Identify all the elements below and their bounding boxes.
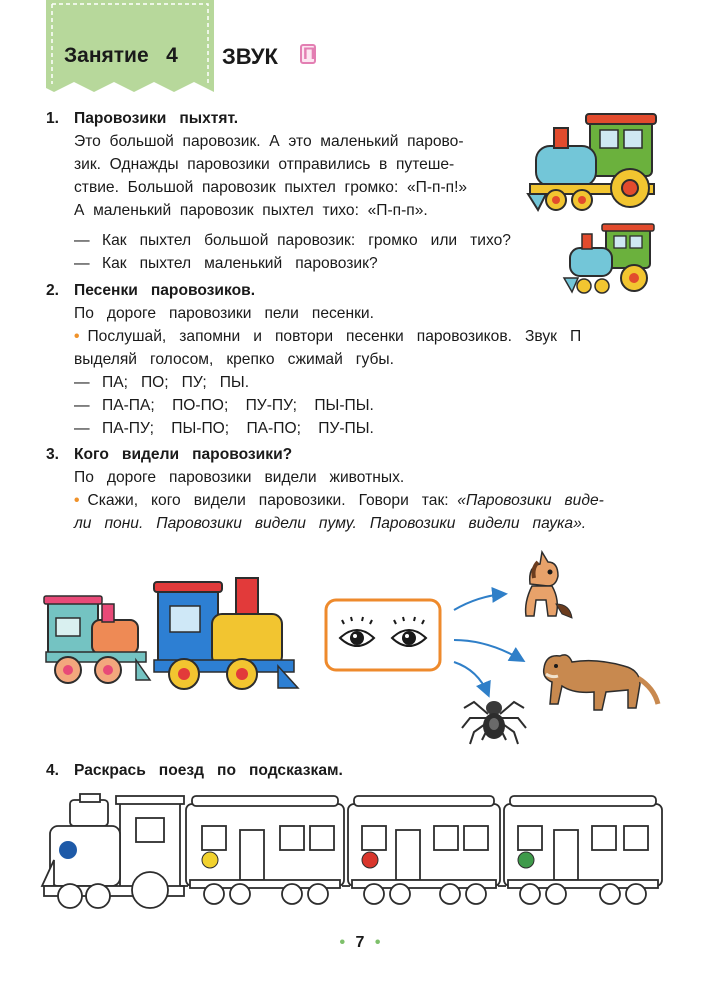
task1-line: ствие. Большой паровозик пыхтел громко: «П-п-п!» [74, 179, 468, 196]
task3-example-cont: ли пони. Паровозики видели пуму. Паровозики видели паука». [74, 515, 587, 532]
task2-instruction-text: Послушай, запомни и повтори песенки паровозиков. Звук П [87, 328, 582, 345]
page-number [330, 934, 390, 952]
task2-song: — ПА-ПА; ПО-ПО; ПУ-ПУ; ПЫ-ПЫ. [74, 397, 374, 414]
task2-song: — ПА; ПО; ПУ; ПЫ. [74, 374, 250, 391]
task1-question-text: Как пыхтел маленький паровозик? [102, 255, 378, 272]
spider-illustration [460, 684, 528, 748]
hint-yellow-dot [202, 852, 218, 868]
page-number-text: 7 [355, 934, 365, 951]
sound-title: ЗВУК [222, 44, 278, 69]
task3-example-text: «Паровозики виде- [457, 492, 604, 509]
hint-blue-dot [59, 841, 77, 859]
task3-instruction-text: Скажи, кого видели паровозики. Говори так: [87, 492, 449, 509]
lesson-title: Занятие 4 [64, 44, 178, 67]
task2-song-text: ПА-ПУ; ПЫ-ПО; ПА-ПО; ПУ-ПЫ. [102, 420, 374, 437]
task3-number: 3. [46, 446, 60, 463]
task2-number: 2. [46, 282, 60, 299]
task2-song: — ПА-ПУ; ПЫ-ПО; ПА-ПО; ПУ-ПЫ. [74, 420, 374, 437]
puma-illustration [536, 648, 662, 714]
bullet-icon: • [74, 492, 80, 509]
task3-title: Кого видели паровозики? [74, 446, 293, 463]
hint-red-dot [362, 852, 378, 868]
sound-letter [300, 44, 316, 64]
big-locomotive-illustration [526, 110, 664, 214]
task1-line: Это большой паровозик. А это маленький парово- [74, 133, 464, 150]
pony-illustration [512, 544, 578, 624]
task4-title: Раскрась поезд по подсказкам. [74, 762, 343, 779]
task3-instruction [74, 492, 604, 510]
dot-icon: • [374, 934, 381, 951]
sound-letter-text: П [303, 44, 316, 63]
task1-title: Паровозики пыхтят. [74, 110, 239, 127]
task2-song-text: ПА-ПА; ПО-ПО; ПУ-ПУ; ПЫ-ПЫ. [102, 397, 374, 414]
task4-number: 4. [46, 762, 60, 779]
dot-icon: • [339, 934, 346, 951]
task2-instruction-cont: выделяй голосом, крепко сжимай губы. [74, 351, 394, 368]
task2-title: Песенки паровозиков. [74, 282, 256, 299]
coloring-train [40, 790, 676, 916]
task3-intro: По дороге паровозики видели животных. [74, 469, 405, 486]
hint-green-dot [518, 852, 534, 868]
task1-question: — Как пыхтел маленький паровозик? [74, 255, 378, 272]
task1-number: 1. [46, 110, 60, 127]
trains-illustration [42, 574, 302, 696]
task2-intro: По дороге паровозики пели песенки. [74, 305, 374, 322]
task2-song-text: ПА; ПО; ПУ; ПЫ. [102, 374, 250, 391]
task2-instruction [74, 328, 581, 346]
task1-question: — Как пыхтел большой паровозик: громко или тихо? [74, 232, 511, 249]
task1-line: А маленький паровозик пыхтел тихо: «П-п-п». [74, 202, 428, 219]
task1-line: зик. Однажды паровозики отправились в путеше- [74, 156, 455, 173]
bullet-icon: • [74, 328, 80, 345]
eyes-box [324, 598, 442, 672]
small-locomotive-illustration [562, 222, 658, 296]
task1-question-text: Как пыхтел большой паровозик: громко или тихо? [102, 232, 511, 249]
